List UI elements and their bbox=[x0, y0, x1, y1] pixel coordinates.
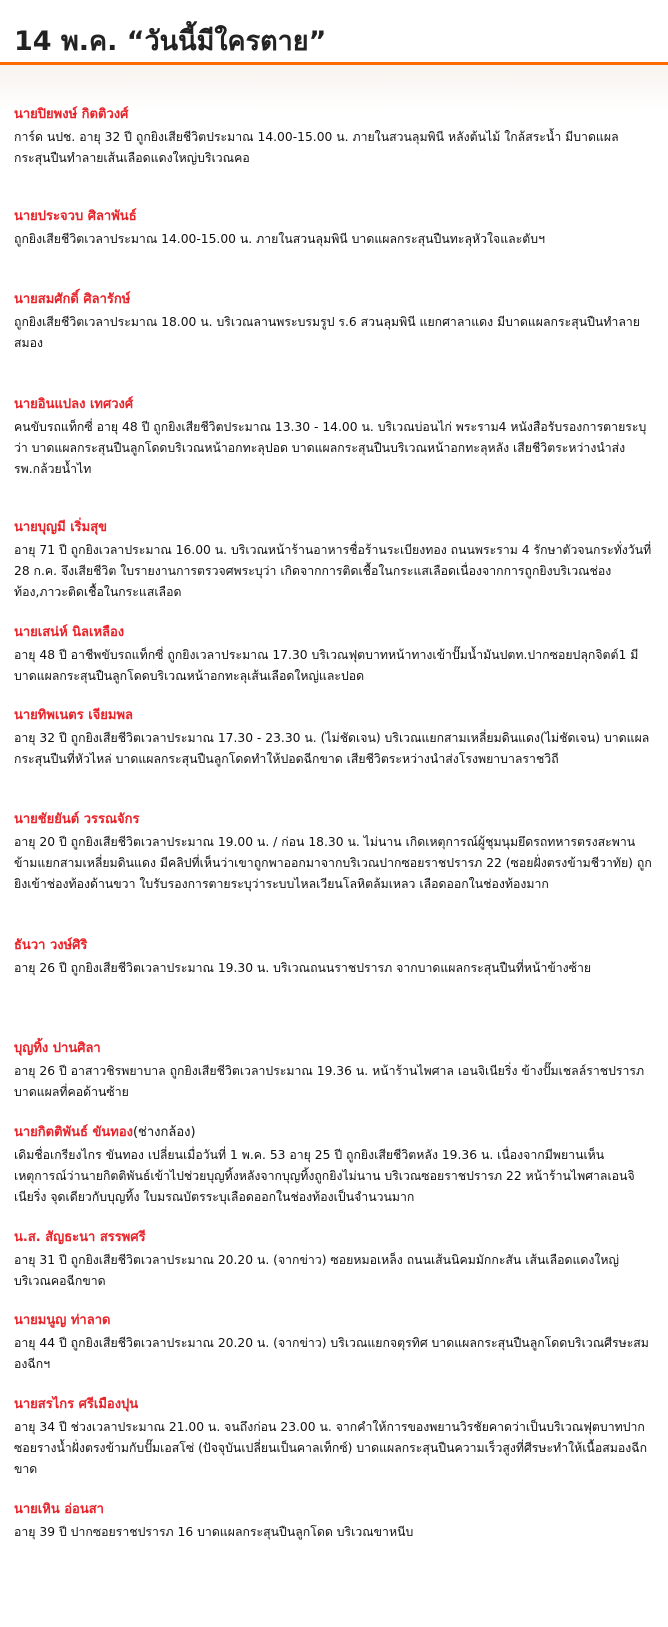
victim-entry bbox=[14, 397, 654, 480]
victim-description: อายุ 71 ปี ถูกยิงเวลาประมาณ 16.00 น. บริเวณหน้าร้านอาหารชื่อร้านระเบียงทอง ถนนพระราม 4 รักษาตัวจนกระทั่งวันที่ 28 ก.ค. จึงเสียชีวิต ใบรายงานการตรวจศพระบุว่า เกิดจากการติดเชื้อในกระแสเลือดเนื่องจากการถูกยิงบริเวณช่องท้อง,ภาวะติดเชื้อในกระแสเลือด bbox=[14, 543, 652, 599]
victim-entry bbox=[14, 520, 654, 603]
victim-description: อายุ 20 ปี ถูกยิงเสียชีวิตเวลาประมาณ 19.00 น. / ก่อน 18.30 น. ไม่นาน เกิดเหตุการณ์ผู้ชุมนุมยึดรถทหารตรงสะพานข้ามแยกสามเหลี่ยมดินแดง มีคลิปที่เห็นว่าเขาถูกพาออกมาจากบริเวณปากซอยราชปรารภ 22 (ซอยฝั่งตรงข้ามชีวาทัย) ถูกยิงเข้าช่องท้องด้านขวา ใบรับรองการตายระบุว่าระบบไหลเวียนโลหิตล้มเหลว เลือดออกในช่องท้องมาก bbox=[14, 835, 652, 891]
victim-entry bbox=[14, 1125, 654, 1208]
victim-entry bbox=[14, 107, 654, 169]
victim-role-note: (ช่างกล้อง) bbox=[132, 1125, 196, 1140]
victim-entry bbox=[14, 209, 654, 250]
victim-description: ถูกยิงเสียชีวิตเวลาประมาณ 14.00-15.00 น. ภายในสวนลุมพินี บาดแผลกระสุนปืนทะลุหัวใจและตับฯ bbox=[14, 232, 545, 246]
victim-name: น.ส. สัญธะนา สรรพศรี bbox=[14, 1230, 146, 1245]
victim-entry bbox=[14, 708, 654, 770]
victim-name bbox=[14, 1125, 654, 1141]
victim-description: เดิมชื่อเกรียงไกร ขันทอง เปลี่ยนเมื่อวันที่ 1 พ.ค. 53 อายุ 25 ปี ถูกยิงเสียชีวิตหลัง 19.36 น. เนื่องจากมีพยานเห็นเหตุการณ์ว่านายกิตติพันธ์เข้าไปช่วยบุญทิ้งหลังจากบุญทิ้งถูกยิงไม่นาน บริเวณซอยราชปรารภ 22 หน้าร้านไพศาลเอนจิเนียริ่ง จุดเดียวกับบุญทิ้ง ใบมรณบัตรระบุเลือดออกในช่องท้องเป็นจำนวนมาก bbox=[14, 1148, 635, 1204]
victim-name: บุญทิ้ง ปานศิลา bbox=[14, 1041, 101, 1056]
victim-name: นายบุญมี เริ่มสุข bbox=[14, 520, 108, 535]
victim-description: อายุ 39 ปี ปากซอยราชปรารภ 16 บาดแผลกระสุนปืนลูกโดด บริเวณขาหนีบ bbox=[14, 1525, 414, 1539]
victim-name-text: นายกิตติพันธ์ ขันทอง bbox=[14, 1125, 133, 1140]
victim-entry bbox=[14, 292, 654, 354]
victim-description: อายุ 26 ปี อาสาวชิรพยาบาล ถูกยิงเสียชีวิตเวลาประมาณ 19.36 น. หน้าร้านไพศาล เอนจิเนียริ่ง ข้างปั๊มเชลล์ราชปรารภ บาดแผลที่คอด้านซ้าย bbox=[14, 1064, 645, 1099]
victim-name: นายเสน่ห์ นิลเหลือง bbox=[14, 625, 125, 640]
victim-description: คนขับรถแท็กซี่ อายุ 48 ปี ถูกยิงเสียชีวิตประมาณ 13.30 - 14.00 น. บริเวณบ่อนไก่ พระราม4 หนังสือรับรองการตายระบุว่า บาดแผลกระสุนปืนลูกโดดบริเวณหน้าอกทะลุปอด บาดแผลกระสุนปืนบริเวณหน้าอกทะลุหลัง เสียชีวิตระหว่างนำส่งรพ.กล้วยน้ำไท bbox=[14, 420, 647, 476]
victim-name: นายสรไกร ศรีเมืองปุน bbox=[14, 1397, 139, 1412]
victim-description: อายุ 48 ปี อาชีพขับรถแท็กซี่ ถูกยิงเวลาประมาณ 17.30 บริเวณฟุตบาทหน้าทางเข้าปั๊มน้ำมันปตท.ปากซอยปลุกจิตต์1 มีบาดแผลกระสุนปืนลูกโดดบริเวณหน้าอกทะลุเส้นเลือดใหญ่และปอด bbox=[14, 648, 639, 683]
victim-entry bbox=[14, 1502, 654, 1543]
victim-name: นายเหิน อ่อนสา bbox=[14, 1502, 104, 1517]
victim-name: ธันวา วงษ์ศิริ bbox=[14, 938, 88, 953]
victim-name: นายมนูญ ท่าลาด bbox=[14, 1313, 111, 1328]
page-title: 14 พ.ค. “วันนี้มีใครตาย” bbox=[14, 26, 327, 57]
victim-entry bbox=[14, 1397, 654, 1480]
victim-description: การ์ด นปช. อายุ 32 ปี ถูกยิงเสียชีวิตประมาณ 14.00-15.00 น. ภายในสวนลุมพินี หลังต้นไม้ ใกล้สระน้ำ มีบาดแผลกระสุนปืนทำลายเส้นเลือดแดงใหญ่บริเวณคอ bbox=[14, 130, 619, 165]
victim-description: อายุ 31 ปี ถูกยิงเสียชีวิตเวลาประมาณ 20.20 น. (จากข่าว) ซอยหมอเหล็ง ถนนเส้นนิคมมักกะสัน เส้นเลือดแดงใหญ่บริเวณคอฉีกขาด bbox=[14, 1253, 619, 1288]
victim-description: อายุ 44 ปี ถูกยิงเสียชีวิตเวลาประมาณ 20.20 น. (จากข่าว) บริเวณแยกจตุรทิศ บาดแผลกระสุนปืนลูกโดดบริเวณศีรษะสมองฉีกฯ bbox=[14, 1336, 649, 1371]
page-header bbox=[0, 0, 668, 65]
victim-name: นายสมศักดิ์ ศิลารักษ์ bbox=[14, 292, 131, 307]
victim-entry bbox=[14, 812, 654, 895]
victim-entry bbox=[14, 1041, 654, 1103]
victim-name: นายทิพเนตร เจียมพล bbox=[14, 708, 134, 723]
victim-name: นายปิยพงษ์ กิตติวงศ์ bbox=[14, 107, 129, 122]
header-fade bbox=[0, 65, 668, 111]
victim-description: อายุ 32 ปี ถูกยิงเสียชีวิตเวลาประมาณ 17.30 - 23.30 น. (ไม่ชัดเจน) บริเวณแยกสามเหลี่ยมดินแดง(ไม่ชัดเจน) บาดแผลกระสุนปืนที่หัวไหล่ บาดแผลกระสุนปืนลูกโดดทำให้ปอดฉีกขาด เสียชีวิตระหว่างนำส่งโรงพยาบาลราชวิถี bbox=[14, 731, 650, 766]
victim-description: ถูกยิงเสียชีวิตเวลาประมาณ 18.00 น. บริเวณลานพระบรมรูป ร.6 สวนลุมพินี แยกศาลาแดง มีบาดแผลกระสุนปืนทำลายสมอง bbox=[14, 315, 640, 350]
victim-entry bbox=[14, 1230, 654, 1292]
victim-entry bbox=[14, 1313, 654, 1375]
victim-name: นายประจวบ ศิลาพันธ์ bbox=[14, 209, 137, 224]
victim-name: นายอินแปลง เทศวงศ์ bbox=[14, 397, 134, 412]
victim-entry bbox=[14, 625, 654, 687]
victim-description: อายุ 34 ปี ช่วงเวลาประมาณ 21.00 น. จนถึงก่อน 23.00 น. จากคำให้การของพยานวิรชัยคาดว่าเป็นบริเวณฟุตบาทปากซอยรางน้ำฝั่งตรงข้ามกับปั๊มเอสโซ่ (ปัจจุบันเปลี่ยนเป็นคาลเท็กซ์) บาดแผลกระสุนปืนความเร็วสูงที่ศีรษะทำให้เนื้อสมองฉีกขาด bbox=[14, 1420, 648, 1476]
victim-entry bbox=[14, 938, 654, 979]
victim-name: นายชัยยันต์ วรรณจักร bbox=[14, 812, 140, 827]
victim-description: อายุ 26 ปี ถูกยิงเสียชีวิตเวลาประมาณ 19.30 น. บริเวณถนนราชปรารภ จากบาดแผลกระสุนปืนที่หน้าข้างซ้าย bbox=[14, 961, 592, 975]
